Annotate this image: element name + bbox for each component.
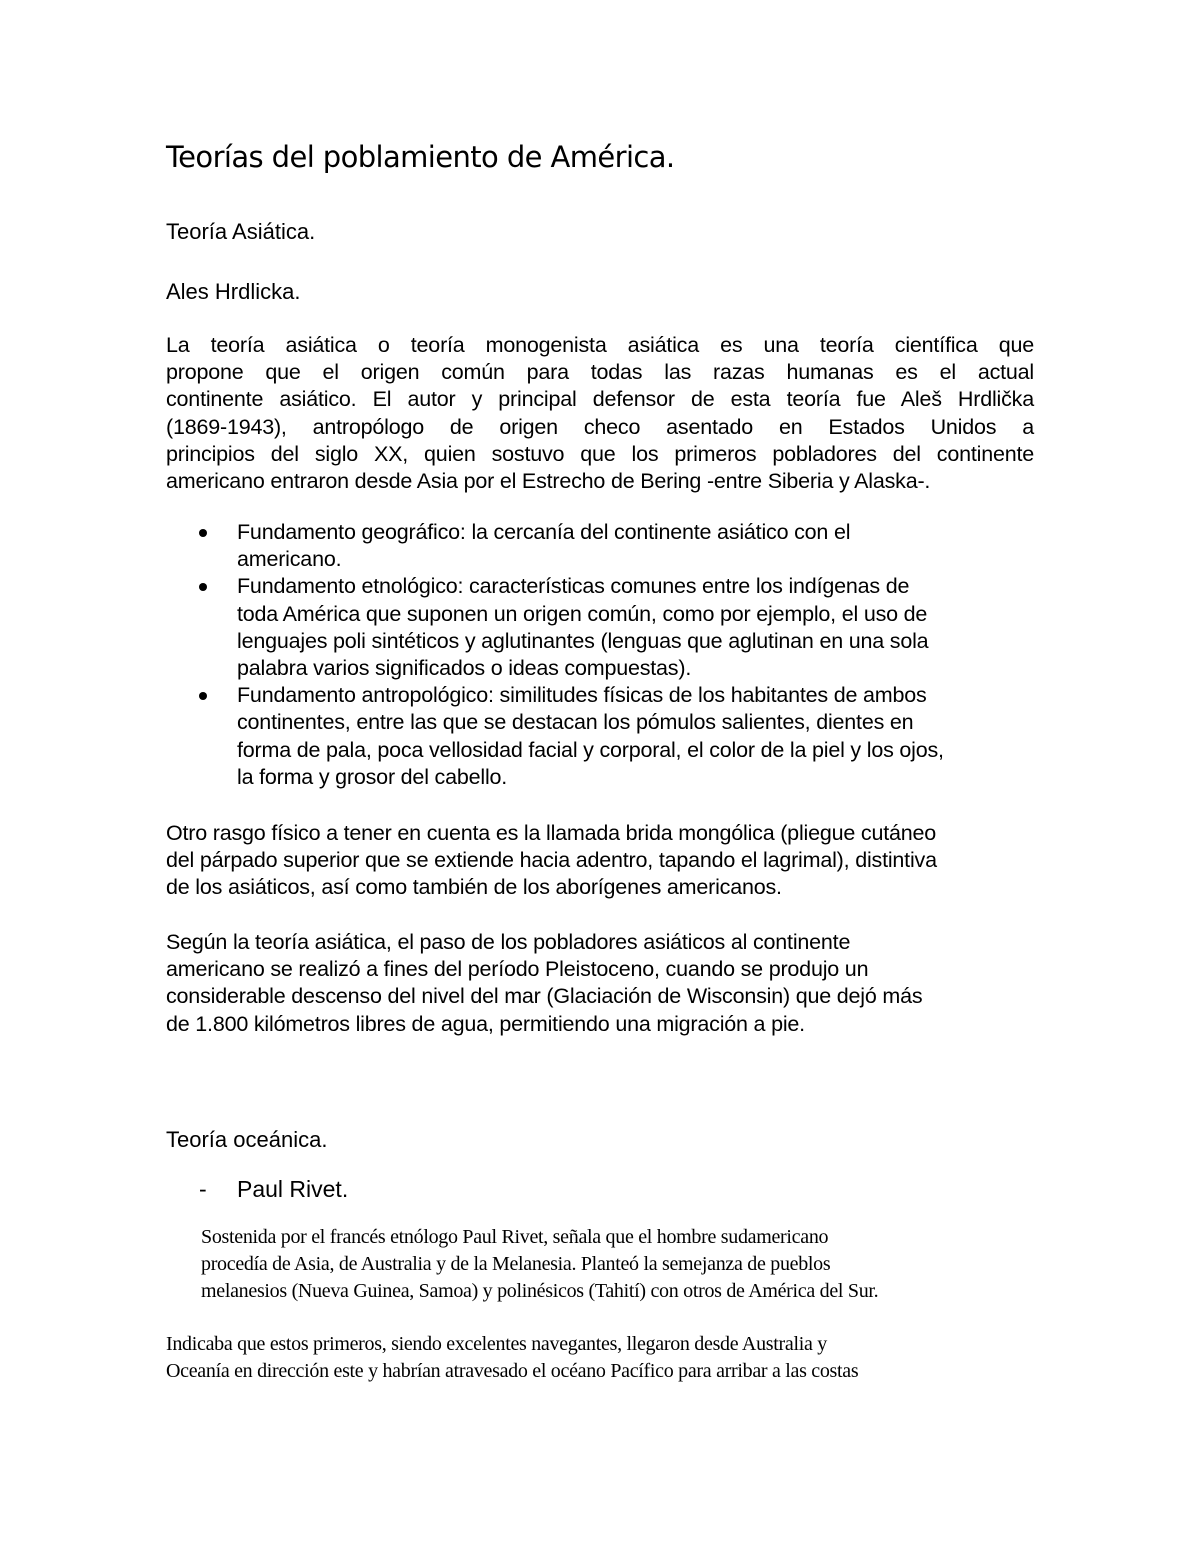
paragraph-line: Según la teoría asiática, el paso de los pobladores asiáticos al continente	[166, 930, 851, 954]
list-item-line: continentes, entre las que se destacan los pómulos salientes, dientes en	[237, 710, 914, 735]
list-item	[166, 519, 1046, 573]
list-item	[166, 573, 1046, 682]
list-item-line: palabra varios significados o ideas compuestas).	[237, 656, 692, 681]
list-item-line: forma de pala, poca vellosidad facial y corporal, el color de la piel y los ojos,	[237, 737, 944, 762]
list-item-line: americano.	[237, 547, 342, 572]
brida-paragraph	[166, 820, 1034, 902]
navegantes-paragraph	[166, 1331, 858, 1385]
paragraph-line: Indicaba que estos primeros, siendo excelentes navegantes, llegaron desde Australia y	[166, 1333, 827, 1355]
paragraph-line: de los asiáticos, así como también de los aborígenes americanos.	[166, 875, 782, 900]
paragraph-line: Sostenida por el francés etnólogo Paul Rivet, señala que el hombre sudamericano	[201, 1226, 829, 1248]
list-item	[166, 682, 1046, 791]
fundamentos-list	[166, 519, 1046, 791]
paragraph-line: principios del siglo XX, quien sostuvo que los primeros pobladores del continente	[166, 441, 1034, 466]
paragraph-line: (1869-1943), antropólogo de origen checo asentado en Estados Unidos a	[166, 414, 1034, 439]
list-item-line: lenguajes poli sintéticos y aglutinantes (lenguas que aglutinan en una sola	[237, 628, 929, 653]
list-item-line: la forma y grosor del cabello.	[237, 764, 508, 789]
author-heading-rivet	[199, 1176, 348, 1203]
bullet-icon	[199, 529, 207, 537]
author-name: Paul Rivet.	[237, 1176, 349, 1202]
rivet-paragraph	[201, 1224, 878, 1305]
paragraph-line: americano se realizó a fines del período Pleistoceno, cuando se produjo un	[166, 957, 869, 982]
paragraph-line: propone que el origen común para todas las razas humanas es el actual	[166, 360, 1034, 385]
paragraph-line: de 1.800 kilómetros libres de agua, permitiendo una migración a pie.	[166, 1011, 805, 1036]
list-item-line: Fundamento antropológico: similitudes físicas de los habitantes de ambos	[237, 683, 927, 708]
paragraph-line: considerable descenso del nivel del mar (Glaciación de Wisconsin) que dejó más	[166, 984, 923, 1009]
list-item-line: Fundamento etnológico: características comunes entre los indígenas de	[237, 574, 910, 599]
paragraph-line: melanesios (Nueva Guinea, Samoa) y polinésicos (Tahití) con otros de América del Sur.	[201, 1280, 879, 1302]
paragraph-line: procedía de Asia, de Australia y de la Melanesia. Planteó la semejanza de pueblos	[201, 1253, 831, 1275]
pleistoceno-paragraph	[166, 929, 1034, 1038]
paragraph-line: americano entraron desde Asia por el Estrecho de Bering -entre Siberia y Alaska-.	[166, 469, 931, 494]
paragraph-line: continente asiático. El autor y principal defensor de esta teoría fue Aleš Hrdlička	[166, 387, 1034, 412]
bullet-icon	[199, 692, 207, 700]
section-heading-oceanic: Teoría oceánica.	[166, 1127, 328, 1152]
dash-marker: -	[199, 1176, 207, 1202]
paragraph-line: Oceanía en dirección este y habrían atravesado el océano Pacífico para arribar a las costas	[166, 1360, 859, 1382]
paragraph-line: Otro rasgo físico a tener en cuenta es la llamada brida mongólica (pliegue cutáneo	[166, 821, 937, 845]
section-heading-asiatic: Teoría Asiática.	[166, 219, 316, 244]
paragraph-line: del párpado superior que se extiende hacia adentro, tapando el lagrimal), distintiva	[166, 848, 937, 873]
paragraph-line: La teoría asiática o teoría monogenista asiática es una teoría científica que	[166, 333, 1034, 357]
list-item-line: toda América que suponen un origen común, como por ejemplo, el uso de	[237, 601, 928, 626]
intro-paragraph	[166, 332, 1034, 495]
author-heading-hrdlicka: Ales Hrdlicka.	[166, 279, 301, 304]
document-title: Teorías del poblamiento de América.	[166, 140, 675, 174]
list-item-line: Fundamento geográfico: la cercanía del continente asiático con el	[237, 520, 851, 544]
bullet-icon	[199, 583, 207, 591]
